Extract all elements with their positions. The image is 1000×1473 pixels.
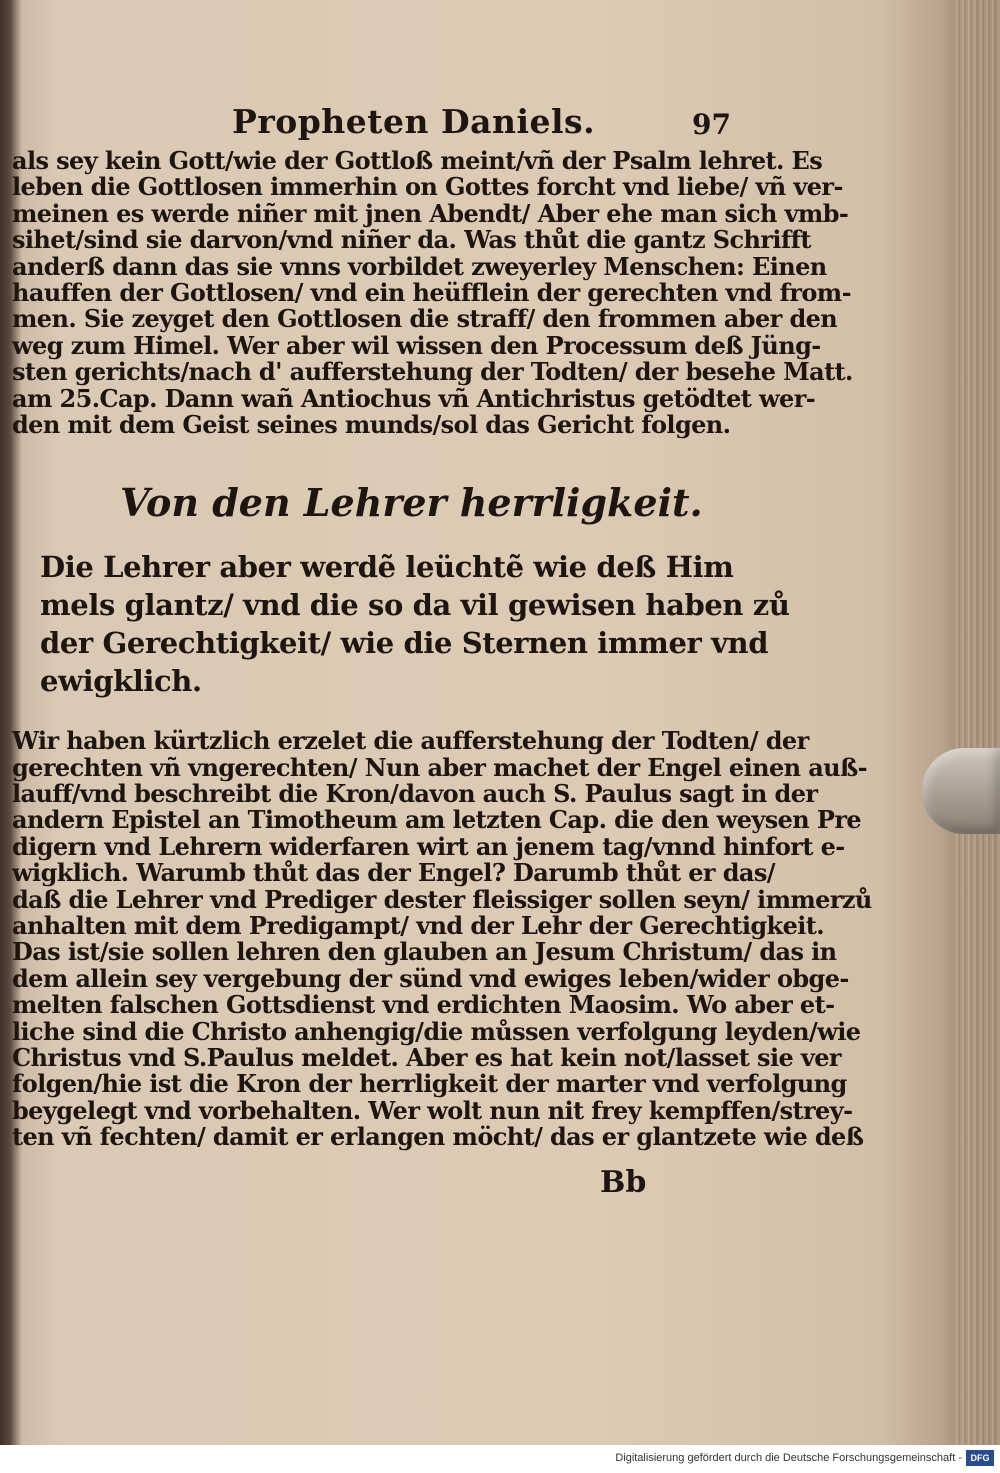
text-line: men. Sie zeyget den Gottlosen die straff/ den frommen aber den [12, 304, 838, 334]
paragraph-1 [12, 146, 853, 439]
text-line: sihet/sind sie darvon/vnd niñer da. Was thůt die gantz Schrifft [12, 225, 811, 255]
text-line: digern vnd Lehrern widerfaren wirt an jenem tag/vnnd hinfort e- [12, 831, 845, 861]
page-edges [955, 0, 1000, 1445]
text-line: Christus vnd S.Paulus meldet. Aber es hat kein not/lasset sie ver [12, 1042, 841, 1072]
text-line: gerechten vñ vngerechten/ Nun aber machet der Engel einen auß- [12, 752, 868, 782]
text-line: den mit dem Geist seines munds/sol das Gericht folgen. [12, 409, 731, 439]
verse-line: Die Lehrer aber werdẽ leüchtẽ wie deß Him [40, 550, 734, 585]
text-line: Wir haben kürtzlich erzelet die aufferstehung der Todten/ der [12, 726, 809, 756]
book-clasp [922, 748, 1000, 834]
text-line: am 25.Cap. Dann wañ Antiochus vñ Antichristus getödtet wer- [12, 383, 816, 413]
text-line: weg zum Himel. Wer aber wil wissen den Processum deß Jüng- [12, 330, 821, 360]
dfg-logo: DFG [966, 1450, 994, 1466]
text-line: dem allein sey vergebung der sünd vnd ewiges leben/wider obge- [12, 963, 849, 993]
text-line: meinen es werde niñer mit jnen Abendt/ Aber ehe man sich vmb- [12, 198, 849, 228]
verse-line: ewigklich. [40, 664, 202, 699]
text-line: hauffen der Gottlosen/ vnd ein heüfflein der gerechten vnd from- [12, 277, 851, 307]
page-number: 97 [692, 108, 731, 141]
catchword: Bb [600, 1165, 647, 1200]
text-line: wigklich. Warumb thůt das der Engel? Darumb thůt er das/ [12, 858, 775, 888]
page-text [12, 98, 872, 1152]
text-line: liche sind die Christo anhengig/die můssen verfolgung leyden/wie [12, 1016, 861, 1046]
verse-line: der Gerechtigkeit/ wie die Sternen immer vnd [40, 626, 769, 661]
text-line: ten vñ fechten/ damit er erlangen möcht/ das er glantzete wie deß [12, 1122, 864, 1152]
text-line: folgen/hie ist die Kron der herrligkeit der marter vnd verfolgung [12, 1069, 847, 1099]
text-line: daß die Lehrer vnd Prediger dester fleissiger sollen seyn/ immerzů [12, 884, 872, 914]
text-line: andern Epistel an Timotheum am letzten Cap. die den weysen Pre [12, 805, 862, 835]
digitization-footer [0, 1445, 1000, 1473]
text-line: lauff/vnd beschreibt die Kron/davon auch S. Paulus sagt in der [12, 779, 818, 809]
page-header [12, 98, 732, 148]
running-head: Propheten Daniels. [232, 102, 596, 141]
footer-credit: Digitalisierung gefördert durch die Deutsche Forschungsgemeinschaft - [615, 1452, 962, 1464]
text-line: anhalten mit dem Predigampt/ vnd der Lehr der Gerechtigkeit. [12, 911, 825, 941]
text-line: melten falschen Gottsdienst vnd erdichten Maosim. Wo aber et- [12, 990, 835, 1020]
text-line: als sey kein Gott/wie der Gottloß meint/vñ der Psalm lehret. Es [12, 146, 823, 175]
verse-line: mels glantz/ vnd die so da vil gewisen haben zů [40, 588, 790, 623]
paragraph-2 [12, 726, 872, 1152]
text-line: leben die Gottlosen immerhin on Gottes forcht vnd liebe/ vñ ver- [12, 172, 843, 202]
verse-block [40, 548, 790, 700]
section-heading: Von den Lehrer herrligkeit. [120, 480, 703, 526]
text-line: Das ist/sie sollen lehren den glauben an Jesum Christum/ das in [12, 937, 837, 967]
text-line: anderß dann das sie vnns vorbildet zweyerley Menschen: Einen [12, 251, 827, 281]
text-line: sten gerichts/nach d' aufferstehung der Todten/ der besehe Matt. [12, 357, 853, 387]
text-line: beygelegt vnd vorbehalten. Wer wolt nun nit frey kempffen/strey- [12, 1095, 853, 1125]
